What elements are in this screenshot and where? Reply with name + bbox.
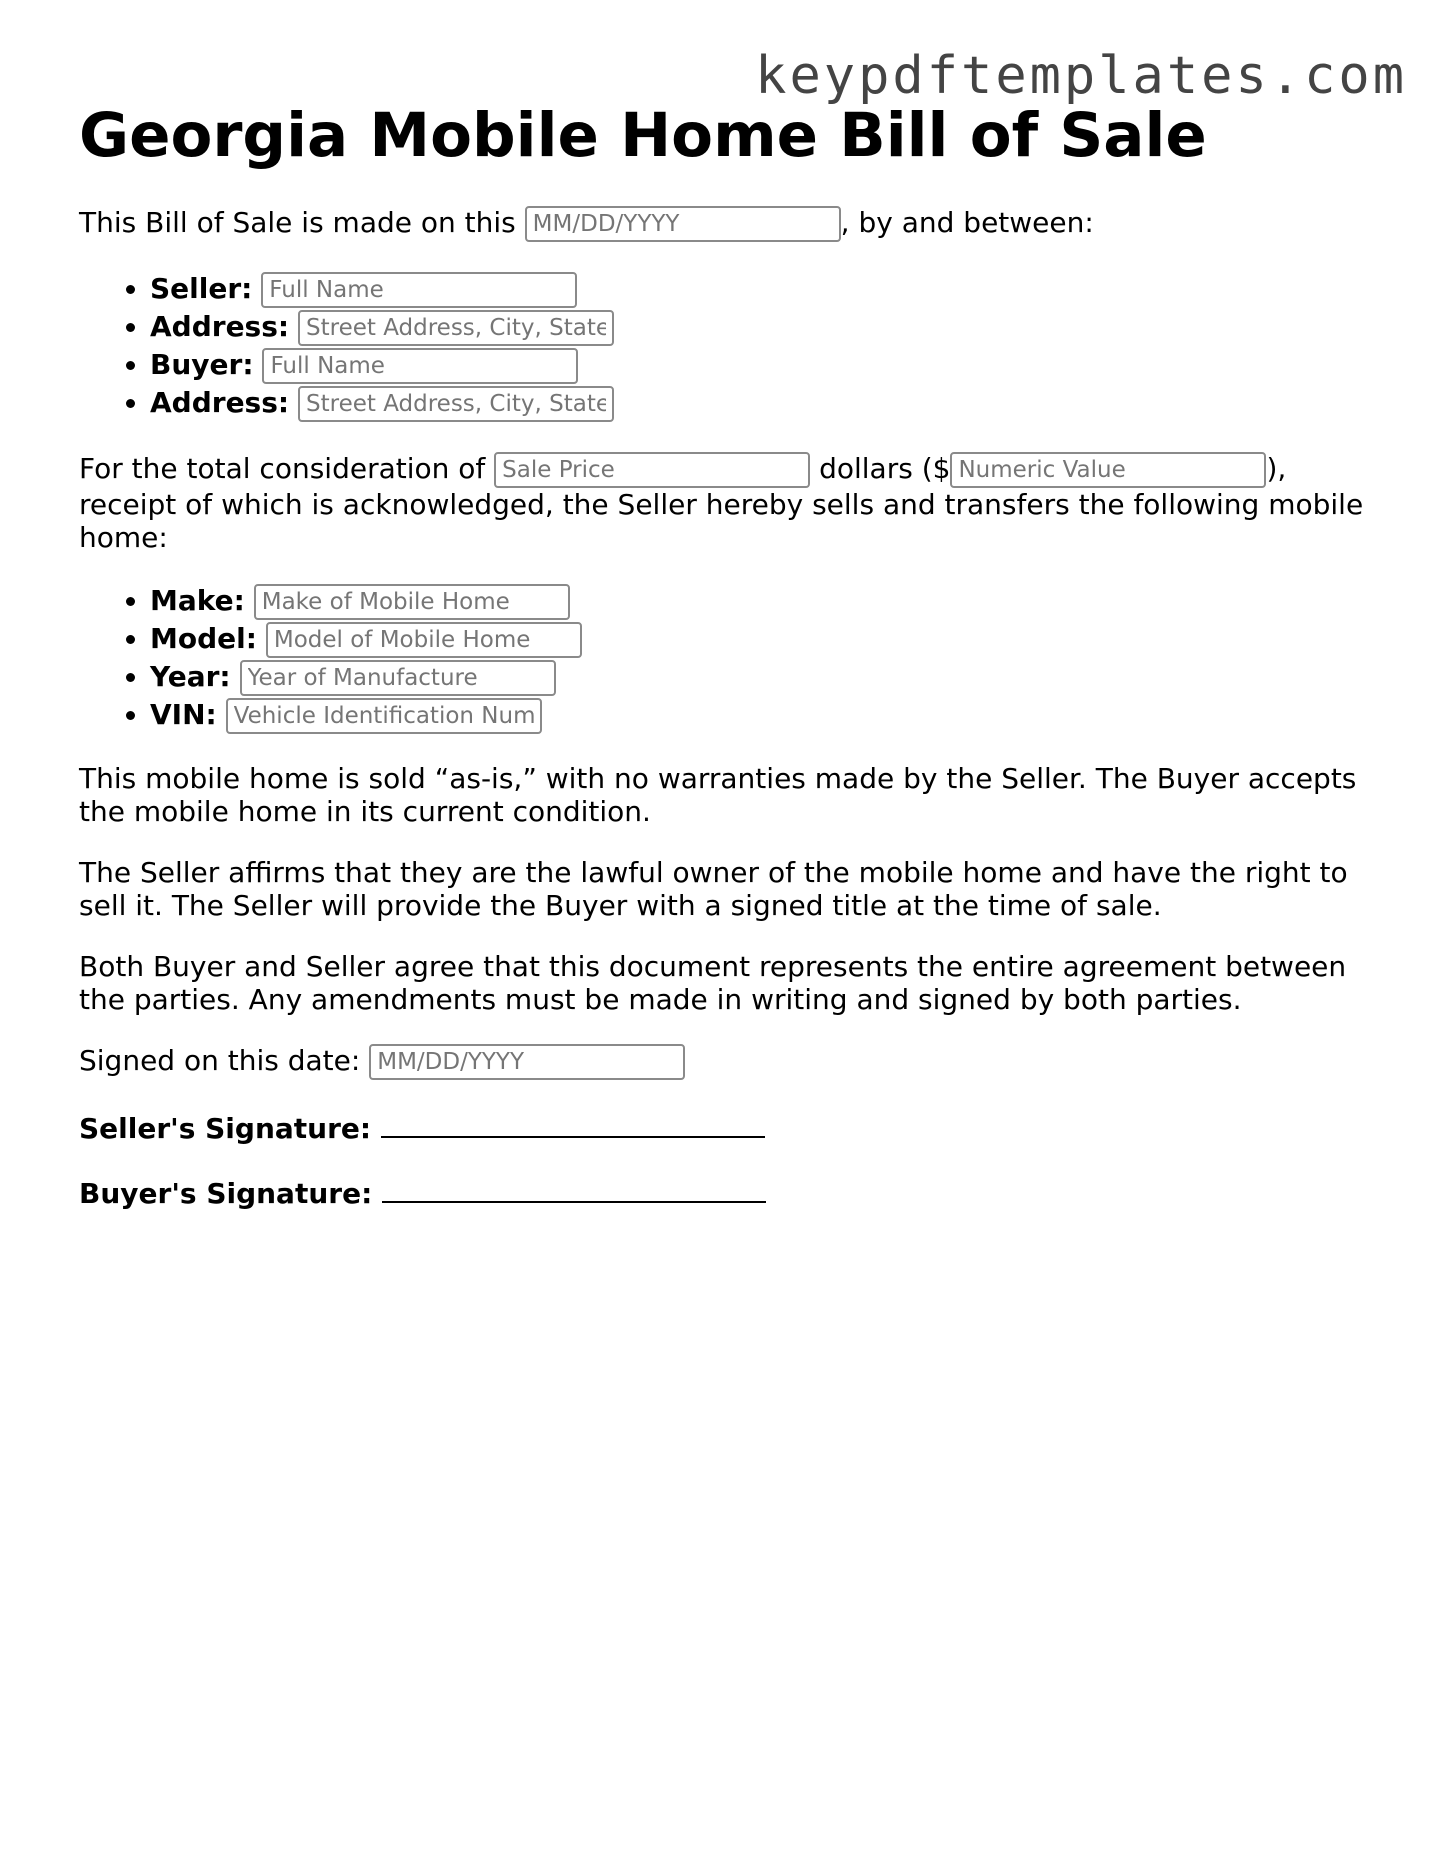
seller-signature-label: Seller's Signature: <box>79 1112 381 1145</box>
make-input[interactable] <box>254 584 570 620</box>
seller-address-input[interactable] <box>298 310 614 346</box>
watermark: keypdftemplates.com <box>755 46 1407 106</box>
buyer-signature-line[interactable] <box>382 1175 766 1203</box>
consideration-continuation: receipt of which is acknowledged, the Seller hereby sells and transfers the following mobile home: <box>79 488 1364 554</box>
list-item <box>150 270 1369 308</box>
buyer-signature-label: Buyer's Signature: <box>79 1177 383 1210</box>
signed-date-row <box>79 1044 1369 1080</box>
vin-input[interactable] <box>226 698 542 734</box>
buyer-name-input[interactable] <box>262 348 578 384</box>
make-label: Make: <box>150 584 245 617</box>
list-item <box>150 658 1369 696</box>
seller-label: Seller: <box>150 272 253 305</box>
seller-signature-row <box>79 1110 1369 1145</box>
consideration-text-middle: dollars ($ <box>810 452 951 485</box>
model-input[interactable] <box>266 622 582 658</box>
parties-list <box>79 270 1369 422</box>
list-item <box>150 696 1369 734</box>
buyer-signature-row <box>79 1175 1369 1210</box>
consideration-text-before: For the total consideration of <box>79 452 495 485</box>
document <box>79 100 1369 1210</box>
consideration-paragraph <box>79 452 1369 554</box>
list-item <box>150 384 1369 422</box>
buyer-address-label: Address: <box>150 386 290 419</box>
intro-paragraph <box>79 206 1369 242</box>
ownership-paragraph: The Seller affirms that they are the lawful owner of the mobile home and have the right to sell it. The Seller will provide the Buyer with a signed title at the time of sale. <box>79 856 1348 922</box>
buyer-address-input[interactable] <box>298 386 614 422</box>
intro-text-before: This Bill of Sale is made on this <box>79 206 525 239</box>
model-label: Model: <box>150 622 257 655</box>
year-label: Year: <box>150 660 231 693</box>
signed-date-input[interactable] <box>369 1044 685 1080</box>
seller-signature-line[interactable] <box>381 1110 765 1138</box>
list-item <box>150 582 1369 620</box>
numeric-value-input[interactable] <box>950 452 1266 488</box>
seller-name-input[interactable] <box>261 272 577 308</box>
as-is-paragraph: This mobile home is sold “as-is,” with no warranties made by the Seller. The Buyer accepts the mobile home in its current condition. <box>79 762 1357 828</box>
sale-price-input[interactable] <box>494 452 810 488</box>
page-title: Georgia Mobile Home Bill of Sale <box>79 100 1207 171</box>
entire-agreement-paragraph: Both Buyer and Seller agree that this document represents the entire agreement between the parties. Any amendments must be made in writing and signed by both parties. <box>79 950 1347 1016</box>
mobile-home-list <box>79 582 1369 734</box>
year-input[interactable] <box>240 660 556 696</box>
vin-label: VIN: <box>150 698 217 731</box>
sale-date-input[interactable] <box>525 206 841 242</box>
signed-date-label: Signed on this date: <box>79 1044 370 1077</box>
intro-text-after: , by and between: <box>840 206 1094 239</box>
consideration-text-after: ), <box>1266 452 1287 485</box>
seller-address-label: Address: <box>150 310 290 343</box>
list-item <box>150 308 1369 346</box>
buyer-label: Buyer: <box>150 348 254 381</box>
list-item <box>150 346 1369 384</box>
list-item <box>150 620 1369 658</box>
